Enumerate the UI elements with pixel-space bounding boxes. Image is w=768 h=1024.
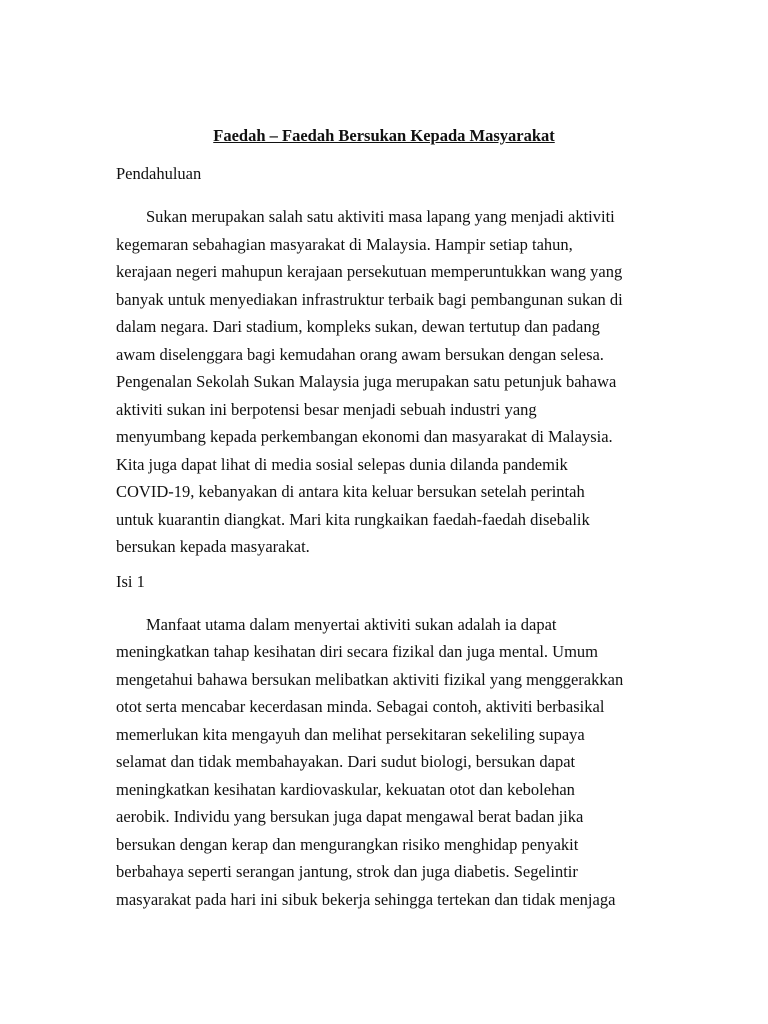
paragraph-line: untuk kuarantin diangkat. Mari kita rungkaikan faedah-faedah disebalik [116, 509, 590, 529]
paragraph-line: selamat dan tidak membahayakan. Dari sudut biologi, bersukan dapat [116, 752, 576, 771]
paragraph-line: Pengenalan Sekolah Sukan Malaysia juga merupakan satu petunjuk bahawa [116, 372, 617, 391]
paragraph-line: Sukan merupakan salah satu aktiviti masa lapang yang menjadi aktiviti [146, 207, 615, 226]
paragraph-line: aerobik. Individu yang bersukan juga dapat mengawal berat badan jika [116, 807, 584, 826]
paragraph-line: kegemaran sebahagian masyarakat di Malaysia. Hampir setiap tahun, [116, 234, 573, 254]
paragraph-line: Manfaat utama dalam menyertai aktiviti sukan adalah ia dapat [146, 614, 557, 634]
paragraph-line: otot serta mencabar kecerdasan minda. Sebagai contoh, aktiviti berbasikal [116, 697, 605, 716]
paragraph-isi-1 [116, 611, 652, 914]
paragraph-line: masyarakat pada hari ini sibuk bekerja sehingga tertekan dan tidak menjaga [116, 889, 616, 909]
paragraph-line: menyumbang kepada perkembangan ekonomi dan masyarakat di Malaysia. [116, 427, 613, 446]
paragraph-line: memerlukan kita mengayuh dan melihat persekitaran sekeliling supaya [116, 724, 585, 744]
paragraph-line: Kita juga dapat lihat di media sosial selepas dunia dilanda pandemik [116, 454, 568, 474]
section-heading-pendahuluan: Pendahuluan [116, 164, 202, 183]
paragraph-line: berbahaya seperti serangan jantung, strok dan juga diabetis. Segelintir [116, 862, 578, 881]
paragraph-line: dalam negara. Dari stadium, kompleks sukan, dewan tertutup dan padang [116, 317, 600, 336]
paragraph-line: bersukan kepada masyarakat. [116, 537, 310, 556]
paragraph-line: banyak untuk menyediakan infrastruktur terbaik bagi pembangunan sukan di [116, 289, 623, 309]
paragraph-line: mengetahui bahawa bersukan melibatkan aktiviti fizikal yang menggerakkan [116, 669, 624, 689]
paragraph-pendahuluan [116, 203, 652, 561]
paragraph-line: COVID-19, kebanyakan di antara kita keluar bersukan setelah perintah [116, 482, 585, 501]
paragraph-line: awam diselenggara bagi kemudahan orang awam bersukan dengan selesa. [116, 344, 604, 364]
paragraph-line: meningkatkan tahap kesihatan diri secara fizikal dan juga mental. Umum [116, 642, 598, 661]
document-title: Faedah – Faedah Bersukan Kepada Masyarakat [213, 126, 555, 145]
paragraph-line: aktiviti sukan ini berpotensi besar menjadi sebuah industri yang [116, 399, 537, 419]
section-heading-isi-1: Isi 1 [116, 571, 145, 591]
paragraph-line: kerajaan negeri mahupun kerajaan persekutuan memperuntukkan wang yang [116, 262, 623, 281]
paragraph-line: meningkatkan kesihatan kardiovaskular, kekuatan otot dan kebolehan [116, 779, 575, 799]
document-body [116, 126, 652, 924]
paragraph-line: bersukan dengan kerap dan mengurangkan risiko menghidap penyakit [116, 834, 579, 854]
